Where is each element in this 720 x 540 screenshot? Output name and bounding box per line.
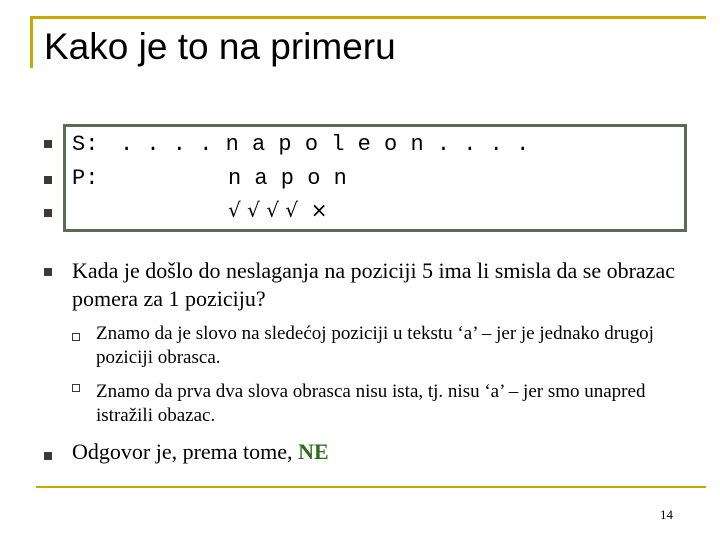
match-marks: √ √ √ √ × <box>228 198 328 222</box>
answer-text <box>72 438 329 466</box>
sub-point-2: Znamo da prva dva slova obrasca nisu ista, tj. nisu ‘a’ – jer smo unapred istražili obazac. <box>96 381 646 426</box>
text-label: S: <box>72 132 99 157</box>
slide-title: Kako je to na primeru <box>44 26 396 67</box>
pattern-label: P: <box>72 166 99 191</box>
decorative-bottom-rule <box>36 486 706 488</box>
sub-point-1: Znamo da je slovo na sledećoj poziciji u tekstu ‘a’ – jer je jednako drugoj poziciji obrasca. <box>96 323 654 368</box>
bullet-marker <box>44 452 52 460</box>
bullet-marker <box>44 268 52 276</box>
bullet-marker <box>44 176 52 184</box>
bullet-marker <box>44 209 52 217</box>
page-number: 14 <box>660 507 673 522</box>
question-text: Kada je došlo do neslaganja na poziciji 5 ima li smisla da se obrazac pomera za 1 poziciju? <box>72 258 675 311</box>
answer-emphasis: NE <box>298 439 329 464</box>
decorative-left-rule <box>30 16 33 68</box>
text-sequence: . . . . n a p o l e o n . . . . <box>120 132 530 157</box>
bullet-marker <box>44 140 52 148</box>
decorative-top-rule <box>30 16 706 19</box>
sub-bullet-marker <box>72 333 80 341</box>
sub-bullet-marker <box>72 384 80 392</box>
pattern-sequence: n a p o n <box>228 166 347 191</box>
answer-prefix: Odgovor je, prema tome, <box>72 439 299 464</box>
